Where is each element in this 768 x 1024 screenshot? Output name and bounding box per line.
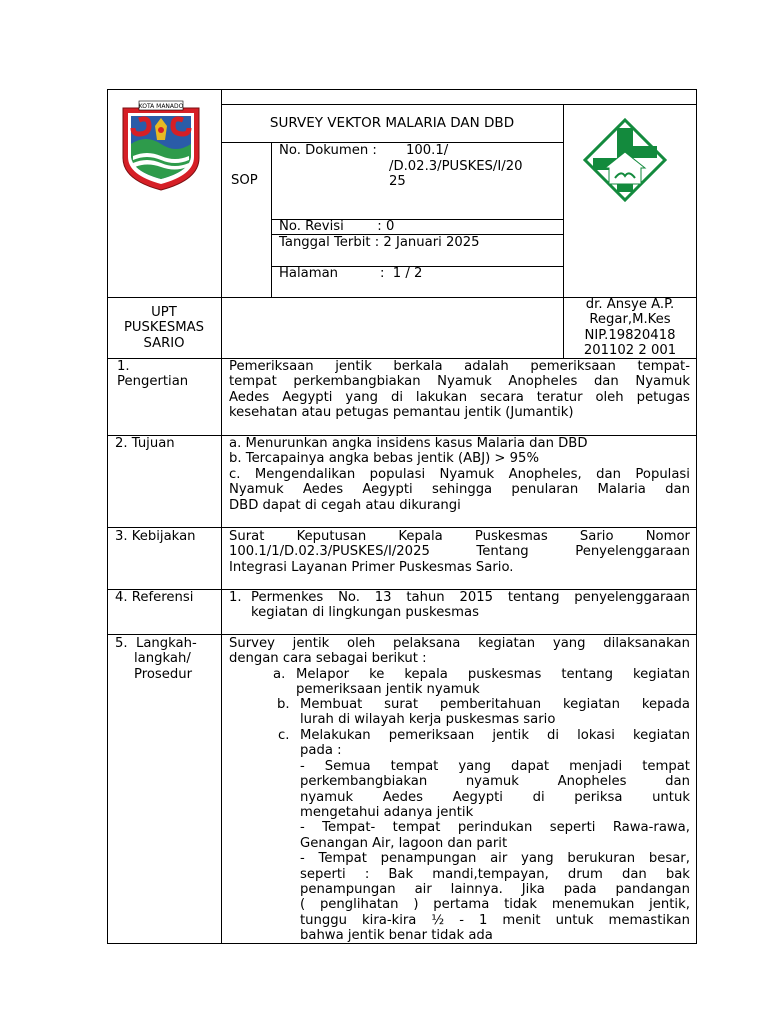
step-c-word: mandi,tempayan,: [432, 866, 549, 882]
tujuan-label: 2. Tujuan: [115, 436, 175, 451]
tujuan-line: [229, 436, 588, 451]
step-c-word: seperti: [300, 866, 346, 882]
step-c-line: [300, 805, 473, 820]
tujuan-word: penularan: [511, 482, 579, 498]
kebijakan-word: Penyelenggaraan: [575, 544, 690, 560]
pengertian-word: perkembangbiakan: [293, 374, 421, 390]
pengertian-line: [229, 374, 690, 389]
step-a-word: kegiatan: [632, 667, 690, 682]
tujuan-word: Populasi: [635, 466, 690, 482]
tujuan-row-bottom-line: [107, 527, 697, 528]
pengertian-word: petugas: [636, 389, 690, 405]
referensi-word: kegiatan di lingkungan puskesmas: [251, 605, 479, 621]
tanggal-terbit: Tanggal Terbit : 2 Januari 2025: [279, 235, 480, 250]
pengertian-line: [229, 405, 574, 420]
step-c-word: tunggu: [300, 912, 347, 928]
kebijakan-word: 100.1/1/D.02.3/PUSKES/I/2025: [229, 544, 430, 560]
referensi-word: Permenkes: [251, 590, 324, 605]
pengertian-word: Pemeriksaan: [229, 359, 314, 374]
puskesmas-health-logo: [583, 118, 667, 202]
step-b-line: [300, 712, 555, 727]
kebijakan-word: Tentang: [476, 544, 529, 560]
step-c-word: ): [413, 897, 419, 913]
pengertian-word: Aedes: [229, 389, 270, 405]
step-c-line: [300, 790, 690, 805]
step-c-word: Semua: [324, 758, 371, 774]
step-c-word: Melakukan: [300, 728, 371, 743]
tujuan-word: populasi: [369, 466, 426, 482]
logo-city-text: KOTA MANADO: [138, 103, 184, 110]
pengertian-word: jentik: [335, 359, 372, 374]
step-c-word: -: [300, 820, 305, 836]
pengertian-word: dan: [593, 374, 619, 390]
langkah-label-line-1: 5. Langkah-: [115, 636, 197, 651]
label-column-divider: [221, 89, 222, 944]
pengertian-label-line-1: 1.: [117, 359, 130, 374]
step-c-word: Tempat: [318, 851, 367, 867]
step-c-word: lokasi: [577, 728, 615, 743]
langkah-intro-word: yang: [552, 636, 586, 651]
kebijakan-word: Kepala: [398, 529, 443, 544]
tujuan-word: Aedes: [302, 482, 344, 498]
referensi-word: 13: [374, 590, 392, 605]
step-c-line: [300, 867, 690, 882]
step-a-word: ke: [369, 667, 385, 682]
step-b-marker: b.: [277, 697, 290, 712]
step-b-line: [300, 697, 690, 712]
step-a-line: [296, 682, 480, 697]
step-c-word: penampungan: [380, 851, 477, 867]
step-c-word: -: [300, 851, 305, 867]
pengertian-word: tempat: [229, 374, 277, 390]
signer-line-2: Regar,M.Kes: [589, 312, 671, 327]
step-c-word: besar,: [648, 851, 690, 867]
referensi-word: tahun: [406, 590, 445, 605]
pengertian-word: adalah: [464, 359, 509, 374]
step-c-word: -: [459, 912, 464, 928]
step-c-word: menjadi: [569, 758, 623, 774]
pengertian-word: tempat-: [637, 359, 690, 374]
step-c-word: Rawa-rawa,: [612, 820, 690, 836]
step-c-word: nyamuk: [300, 789, 354, 805]
step-c-word: menit: [502, 912, 541, 928]
step-c-word: perkembangbiakan: [300, 774, 428, 790]
kebijakan-line: [229, 544, 690, 559]
step-c-word: berukuran: [567, 851, 636, 867]
step-c-line: [300, 851, 690, 866]
step-b-word: Membuat: [300, 697, 363, 712]
step-c-word: penampungan: [300, 882, 396, 897]
step-a-word: Melapor: [296, 667, 350, 682]
tujuan-word: DBD dapat di cegah atau dikurangi: [229, 497, 461, 513]
step-a-word: pemeriksaan jentik nyamuk: [296, 682, 480, 698]
pengertian-word: oleh: [595, 389, 624, 405]
referensi-word: 2015: [459, 590, 494, 605]
step-c-word: tempat: [392, 820, 441, 836]
org-name-line-3: SARIO: [143, 336, 185, 351]
step-a-marker: a.: [273, 667, 286, 682]
title-bottom-line: [221, 142, 563, 143]
pengertian-word: Nyamuk: [437, 374, 492, 390]
kebijakan-word: Puskesmas: [474, 529, 548, 544]
step-c-word: perindukan: [457, 820, 533, 836]
kebijakan-line: [229, 560, 513, 575]
step-c-word: 1: [479, 912, 488, 928]
kebijakan-line: [229, 529, 690, 544]
step-c-word: penglihatan: [319, 897, 399, 913]
langkah-intro-word: jentik: [292, 636, 330, 651]
referensi-line: [251, 605, 479, 620]
step-c-word: Tempat-: [322, 820, 376, 836]
step-c-word: drum: [567, 866, 603, 882]
tujuan-word: Nyamuk: [439, 466, 495, 482]
step-c-word: mengetahui adanya jentik: [300, 805, 474, 820]
no-dokumen-value-line-3: 25: [389, 174, 406, 189]
step-c-word: kira-kira: [362, 912, 417, 928]
pengertian-word: berkala: [393, 359, 443, 374]
tujuan-line: [229, 498, 461, 513]
step-c-word: :: [364, 866, 370, 882]
langkah-intro-line: [229, 636, 690, 651]
step-c-word: jentik,: [649, 897, 690, 913]
step-c-line: [300, 897, 690, 912]
langkah-intro-line: [229, 651, 427, 666]
sop-label: SOP: [231, 173, 258, 188]
tujuan-word: sehingga: [431, 482, 493, 498]
step-c-word: air: [490, 851, 508, 867]
step-c-line: [300, 820, 690, 835]
pengertian-word: Nyamuk: [635, 374, 690, 390]
tujuan-line: [229, 467, 690, 482]
step-c-word: periksa: [574, 789, 623, 805]
langkah-intro-word: dilaksanakan: [603, 636, 690, 651]
langkah-intro-word: pelaksana: [393, 636, 461, 651]
referensi-item-number: 1.: [229, 590, 242, 605]
logo-column-divider: [563, 104, 564, 298]
step-c-line: [300, 913, 690, 928]
step-c-word: tidak: [504, 897, 538, 913]
tujuan-word: dan: [665, 482, 690, 498]
step-c-word: tempat: [390, 758, 439, 774]
no-dokumen-value-line-1: 100.1/: [406, 143, 449, 158]
step-c-word: -: [300, 758, 305, 774]
step-c-word: Aegypti: [452, 789, 503, 805]
step-c-word: tempat: [642, 758, 690, 774]
tujuan-word: b. Tercapainya angka bebas jentik (ABJ) > 95%: [229, 451, 539, 467]
no-revisi: No. Revisi : 0: [279, 219, 395, 234]
referensi-row-bottom-line: [107, 634, 697, 635]
step-a-word: tentang: [561, 667, 613, 682]
pengertian-word: Aegypti: [282, 389, 333, 405]
step-b-word: kepada: [641, 697, 690, 712]
tujuan-line: [229, 482, 690, 497]
step-c-word: pandangan: [615, 882, 690, 897]
step-b-word: surat: [384, 697, 419, 712]
step-c-word: pada :: [300, 743, 342, 759]
tujuan-word: Nyamuk: [229, 482, 284, 498]
step-c-line: [300, 882, 690, 897]
kebijakan-word: Nomor: [645, 529, 690, 544]
step-c-word: ½: [431, 912, 445, 928]
step-c-marker: c.: [278, 728, 290, 743]
sop-column-divider: [271, 142, 272, 298]
tujuan-word: a. Menurunkan angka insidens kasus Malaria dan DBD: [229, 436, 588, 451]
org-name-line-2: PUSKESMAS: [123, 320, 205, 335]
step-c-word: Anopheles: [557, 774, 627, 790]
org-name-line-1: UPT: [151, 305, 177, 320]
kebijakan-word: Sario: [579, 529, 614, 544]
tujuan-word: dan: [596, 466, 621, 482]
kota-manado-logo: [119, 100, 203, 192]
pengertian-word: di: [390, 389, 403, 405]
step-a-word: puskesmas: [467, 667, 542, 682]
step-c-line: [300, 759, 690, 774]
header-top-strip-line: [221, 104, 697, 105]
tujuan-word: Aegypti: [362, 482, 413, 498]
step-c-word: memastikan: [608, 912, 690, 928]
step-c-word: seperti: [549, 820, 596, 836]
border-left: [107, 89, 108, 944]
step-c-word: air: [414, 882, 432, 897]
step-c-word: bahwa jentik benar tidak ada: [300, 928, 493, 944]
tujuan-line: [229, 451, 539, 466]
border-right: [696, 89, 697, 944]
pengertian-word: secara: [480, 389, 524, 405]
step-c-word: pertama: [433, 897, 490, 913]
step-c-word: di: [532, 789, 545, 805]
langkah-intro-word: Survey: [229, 636, 275, 651]
step-c-word: jentik: [492, 728, 529, 743]
step-c-line: [300, 743, 342, 758]
step-b-word: kegiatan: [562, 697, 620, 712]
kebijakan-word: Keputusan: [296, 529, 367, 544]
referensi-word: No.: [338, 590, 360, 605]
step-c-line: [300, 774, 690, 789]
step-c-line: [300, 728, 690, 743]
step-c-word: yang: [521, 851, 554, 867]
tujuan-word: Anopheles,: [508, 466, 582, 482]
no-dokumen-label: No. Dokumen :: [279, 143, 377, 158]
kebijakan-word: Surat: [229, 529, 265, 544]
pengertian-word: yang: [345, 389, 379, 405]
step-c-word: di: [547, 728, 560, 743]
pengertian-word: Anopheles: [508, 374, 578, 390]
tujuan-word: Mengendalikan: [254, 466, 356, 482]
pengertian-word: teratur: [536, 389, 583, 405]
signer-line-1: dr. Ansye A.P.: [585, 297, 675, 312]
step-c-word: Genangan Air, lagoon dan parit: [300, 835, 508, 851]
step-c-word: Jika: [521, 882, 545, 897]
step-c-line: [300, 836, 507, 851]
halaman: Halaman : 1 / 2: [279, 266, 423, 281]
step-c-word: dan: [621, 866, 647, 882]
step-c-word: Aedes: [382, 789, 423, 805]
step-c-word: bak: [665, 866, 690, 882]
step-c-word: untuk: [652, 789, 690, 805]
langkah-intro-word: dengan cara sebagai berikut :: [229, 651, 427, 667]
step-b-word: lurah di wilayah kerja puskesmas sario: [300, 712, 556, 728]
step-c-word: yang: [458, 758, 491, 774]
step-c-word: lainnya.: [450, 882, 503, 897]
step-c-word: dan: [665, 774, 690, 790]
step-c-word: Bak: [388, 866, 414, 882]
step-c-word: (: [300, 897, 306, 913]
step-a-line: [296, 667, 690, 682]
step-b-word: pemberitahuan: [439, 697, 542, 712]
pengertian-line: [229, 390, 690, 405]
pengertian-word: pemeriksaan: [530, 359, 616, 374]
step-a-word: kepala: [404, 667, 448, 682]
langkah-intro-word: kegiatan: [478, 636, 536, 651]
pengertian-word: lakukan: [415, 389, 468, 405]
langkah-label-line-3: Prosedur: [134, 667, 193, 682]
step-c-word: kegiatan: [632, 728, 690, 743]
kebijakan-word: Integrasi Layanan Primer Puskesmas Sario.: [229, 559, 514, 575]
pengertian-line: [229, 359, 690, 374]
step-c-word: pada: [563, 882, 597, 897]
tujuan-word: Malaria: [597, 482, 646, 498]
signer-line-4: 201102 2 001: [583, 343, 677, 358]
border-top: [107, 89, 697, 90]
referensi-word: penyelenggaraan: [574, 590, 690, 605]
referensi-word: tentang: [507, 590, 560, 605]
page-title: SURVEY VEKTOR MALARIA DAN DBD: [269, 115, 515, 131]
pengertian-label-line-2: Pengertian: [117, 374, 189, 389]
step-c-word: untuk: [555, 912, 594, 928]
pengertian-word: kesehatan atau petugas pemantau jentik (Jumantik): [229, 405, 574, 421]
no-dokumen-value-line-2: /D.02.3/PUSKES/I/20: [389, 159, 523, 174]
referensi-label: 4. Referensi: [115, 590, 194, 605]
tujuan-word: c.: [229, 466, 241, 482]
kebijakan-label: 3. Kebijakan: [115, 529, 196, 544]
langkah-label-line-2: langkah/: [134, 651, 191, 666]
referensi-line: [251, 590, 690, 605]
step-c-word: nyamuk: [465, 774, 519, 790]
step-c-word: dapat: [511, 758, 550, 774]
step-c-word: pemeriksaan: [388, 728, 475, 743]
step-c-word: menemukan: [551, 897, 635, 913]
langkah-intro-word: oleh: [347, 636, 376, 651]
signer-line-3: NIP.19820418: [584, 328, 676, 343]
step-c-line: [300, 928, 493, 943]
